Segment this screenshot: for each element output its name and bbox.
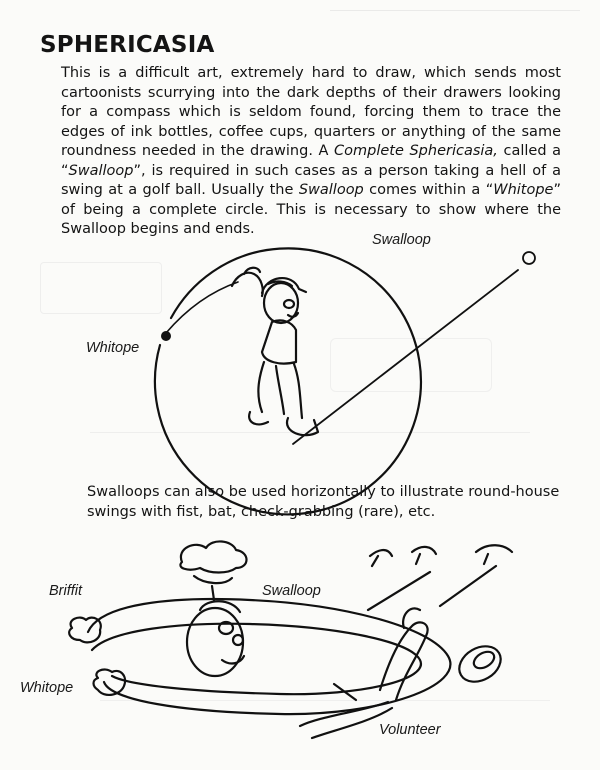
- page-title: SPHERICASIA: [40, 32, 215, 58]
- paragraph-text: called a “: [61, 143, 561, 179]
- briffit-cloud: [180, 541, 246, 572]
- paragraph-text: This is a difficult art, extremely hard to draw, which sends most cartoonists scurrying into the dark depths of their drawers looking for a compass which is seldom found, forcing them to trace the edges of ink bottles, coffee cups, quarters or anything of the same roundness needed in the drawing. A: [61, 65, 561, 159]
- paragraph-text: comes within a “: [363, 182, 494, 198]
- label-swalloop-golf: Swalloop: [372, 232, 431, 248]
- label-swalloop-punch: Swalloop: [262, 583, 321, 599]
- term-complete-sphericasia: Complete Sphericasia,: [334, 143, 498, 159]
- label-volunteer: Volunteer: [379, 722, 441, 738]
- flying-debris: [370, 550, 392, 566]
- paragraph-text: ” of being a complete circle. This is necessary to show where the Swalloop begins and ends.: [61, 182, 561, 237]
- term-swalloop: Swalloop: [68, 162, 134, 179]
- flying-hat: [453, 639, 507, 689]
- term-swalloop: Swalloop: [298, 182, 364, 198]
- caption-text: Swalloops can also be used horizontally to illustrate round-house swings with fist, bat, check-grabbing (rare), etc.: [87, 484, 560, 520]
- label-briffit: Briffit: [49, 583, 83, 599]
- swalloop-ring: [92, 624, 421, 694]
- label-whitope-golf: Whitope: [86, 340, 140, 356]
- label-whitope-punch: Whitope: [20, 680, 74, 696]
- flying-debris: [412, 547, 436, 564]
- paragraph-text: ”, is required in such cases as a person taking a hell of a swing at a golf ball. Usually the: [61, 162, 561, 198]
- flying-debris: [476, 545, 512, 564]
- term-whitope: Whitope: [493, 182, 554, 198]
- fist: [94, 670, 126, 695]
